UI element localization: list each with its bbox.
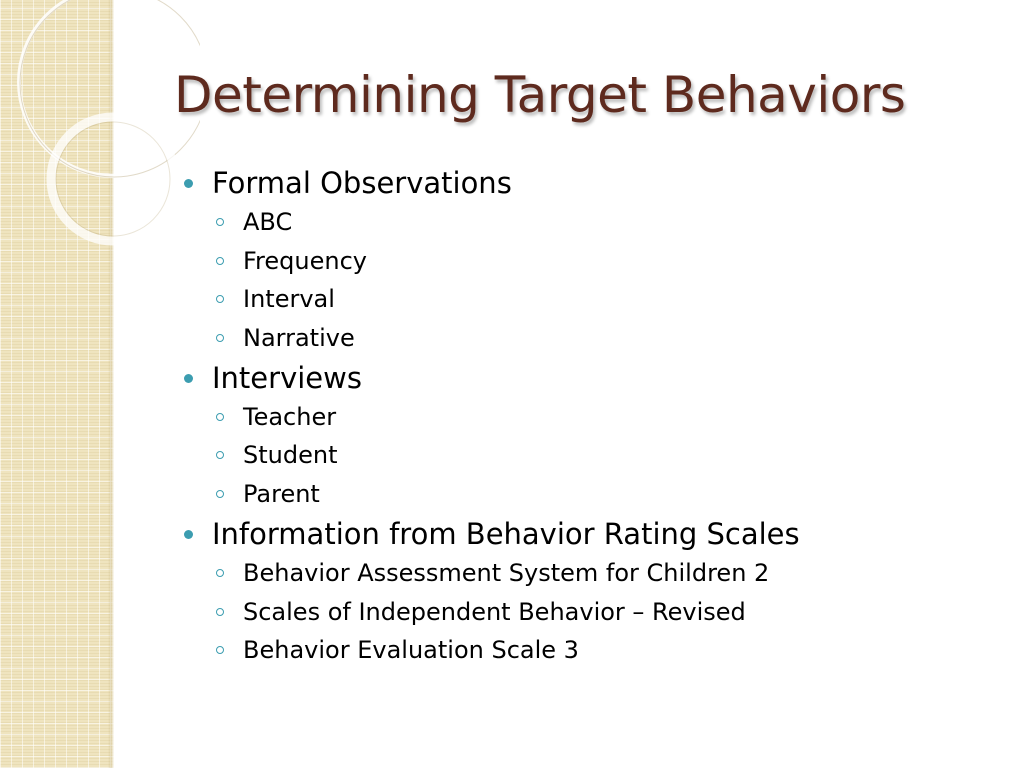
sub-bullet-text: ABC [243, 208, 293, 236]
sub-bullet-ring-icon [216, 334, 224, 342]
bullet-text: Interviews [212, 360, 362, 395]
sub-bullet-text: Behavior Assessment System for Children 2 [243, 558, 770, 587]
decorative-rings-icon [0, 0, 200, 260]
bullet-dot-icon [184, 530, 193, 539]
bullet-item [184, 514, 984, 554]
sub-bullet-ring-icon [216, 257, 224, 265]
sub-bullet-item [184, 242, 984, 281]
sub-bullet-text: Parent [243, 480, 320, 509]
bullet-item [184, 358, 984, 398]
sub-bullet-ring-icon [216, 413, 224, 421]
sub-bullet-item [184, 280, 984, 319]
sub-bullet-text: Frequency [243, 246, 367, 275]
sub-bullet-ring-icon [216, 569, 224, 577]
sub-bullet-text: Interval [243, 285, 335, 314]
bullet-dot-icon [184, 179, 193, 188]
sub-bullet-text: Student [243, 441, 338, 470]
sub-bullet-ring-icon [216, 218, 224, 226]
sub-bullet-text: Teacher [243, 402, 337, 431]
bullet-text: Information from Behavior Rating Scales [212, 516, 800, 551]
sub-bullet-text: Behavior Evaluation Scale 3 [243, 636, 579, 665]
sub-bullet-item [184, 398, 984, 437]
sub-bullet-ring-icon [216, 295, 224, 303]
sub-bullet-item [184, 319, 984, 358]
bullet-dot-icon [184, 374, 193, 383]
sub-bullet-item [184, 203, 984, 242]
sub-bullet-ring-icon [216, 608, 224, 616]
sub-bullet-text: Scales of Independent Behavior – Revised [243, 597, 746, 626]
sub-bullet-item [184, 554, 984, 593]
sub-bullet-item [184, 593, 984, 632]
sub-bullet-text: Narrative [243, 324, 355, 353]
sub-bullet-item [184, 436, 984, 475]
bullet-item [184, 163, 984, 203]
slide-title: Determining Target Behaviors [174, 66, 906, 124]
bullet-list [184, 163, 984, 670]
sub-bullet-ring-icon [216, 646, 224, 654]
sub-bullet-ring-icon [216, 490, 224, 498]
sub-bullet-item [184, 631, 984, 670]
bullet-text: Formal Observations [212, 166, 512, 200]
sub-bullet-ring-icon [216, 451, 224, 459]
sub-bullet-item [184, 475, 984, 514]
